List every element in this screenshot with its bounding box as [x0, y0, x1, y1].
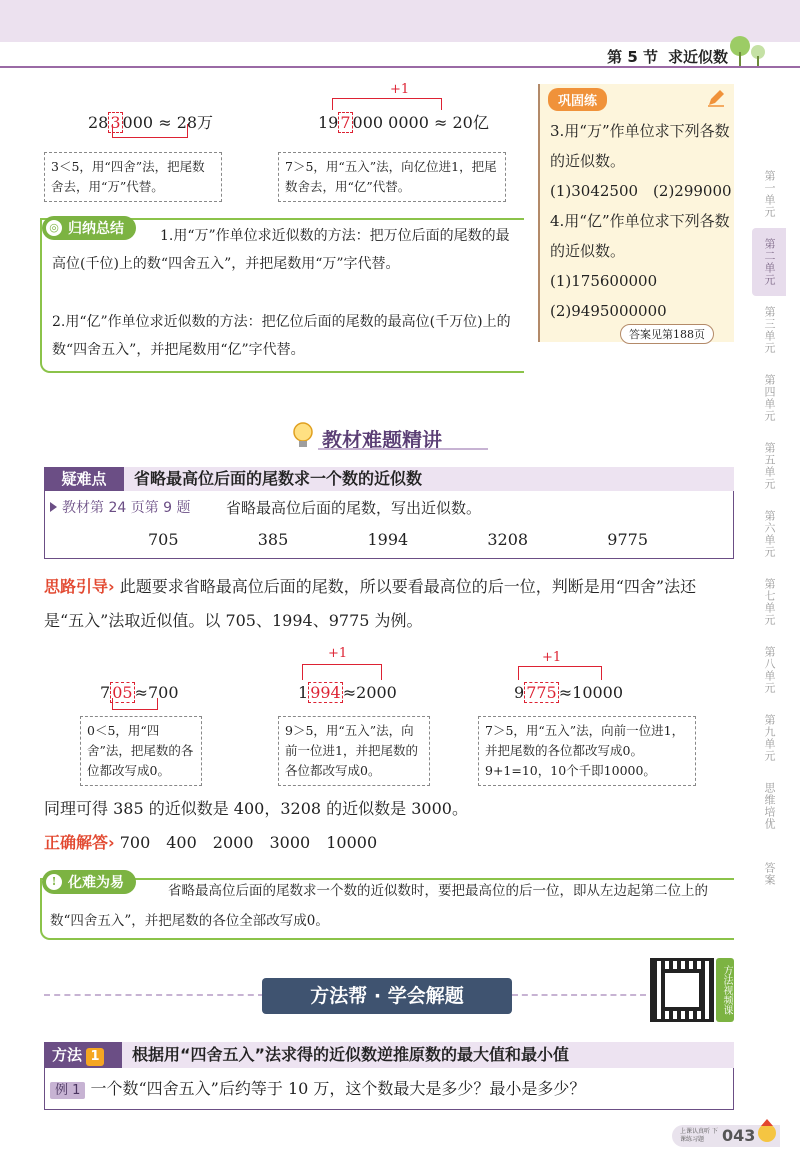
same-method-text: 同理可得 385 的近似数是 400，3208 的近似数是 3000。 — [44, 799, 468, 818]
example-1-note: 3＜5，用“四舍”法，把尾数舍去，用“万”代替。 — [44, 152, 222, 202]
case-2-expression: 1 994 ≈2000 — [298, 683, 397, 702]
section-heading — [597, 46, 728, 67]
number-item: 3208 — [487, 530, 529, 549]
number-item: 705 — [148, 530, 179, 549]
correct-answers: 700 400 2000 3000 10000 — [119, 833, 378, 852]
hard-section-heading: 教材难题精讲 — [322, 428, 442, 452]
page-number: 043 — [722, 1126, 756, 1145]
case-2-arrow — [302, 664, 382, 680]
number-item: 1994 — [367, 530, 409, 549]
practice-question-4-item-1: (1)175600000 — [550, 272, 658, 290]
video-label[interactable]: 方法视频课 — [716, 958, 734, 1022]
practice-question-4-item-2: (2)9495000000 — [550, 302, 667, 320]
hint-paragraph: 思路引导› 此题要求省略最高位后面的尾数，所以要看最高位的后一位，判断是用“四舍”法还是“五入”法取近似值。以 705、1994、9775 为例。 — [44, 577, 697, 630]
example-2-note: 7＞5，用“五入”法，向亿位进1，把尾数舍去，用“亿”代替。 — [278, 152, 506, 202]
summary-tag: 归纳总结 — [42, 216, 136, 240]
tab-unit-3[interactable]: 第三单元 — [763, 306, 776, 354]
example-2-plus: +1 — [390, 82, 410, 97]
example-2-expression: 19 7 000 0000 ≈ 20亿 — [318, 113, 489, 132]
answer-reference[interactable]: 答案见第188页 — [620, 324, 714, 344]
method-label: 方法 1 — [44, 1042, 122, 1068]
method-rule-right — [512, 994, 646, 996]
method-number: 1 — [86, 1048, 104, 1066]
example-label: 例 1 — [50, 1082, 85, 1099]
case-3-arrow — [518, 666, 602, 680]
case-1-arrow — [112, 698, 158, 710]
case-2-note: 9＞5，用“五入”法，向前一位进1，并把尾数的各位都改写成0。 — [278, 716, 430, 786]
case-3-note: 7＞5，用“五入”法，向前一位进1，并把尾数的各位都改写成0。9+1=10，10个千即10000。 — [478, 716, 696, 786]
textbook-source: 教材第 24 页第 9 题 — [62, 500, 191, 516]
tab-unit-1[interactable]: 第一单元 — [763, 170, 776, 218]
case-1-expression: 7 05 ≈700 — [100, 683, 179, 702]
heading-underline — [318, 448, 488, 450]
practice-question-4: 4.用“亿”作单位求下列各数的近似数。 — [550, 212, 730, 260]
case-3-plus: +1 — [542, 650, 562, 665]
example-2-arrow — [332, 98, 442, 110]
number-item: 385 — [257, 530, 289, 549]
tab-unit-4[interactable]: 第四单元 — [763, 374, 776, 422]
method-rule-left — [44, 994, 264, 996]
number-item: 9775 — [607, 530, 648, 549]
tab-answers[interactable]: 答案 — [763, 862, 776, 886]
practice-question-3-items: (1)3042500 (2)299000 — [550, 182, 732, 200]
target-icon: ◎ — [44, 218, 64, 238]
problem-instruction: 省略最高位后面的尾数，写出近似数。 — [226, 499, 482, 517]
top-band — [0, 0, 800, 42]
tab-unit-2[interactable]: 第二单元 — [752, 228, 786, 296]
example-1-expression: 28 3 000 ≈ 28万 — [88, 113, 214, 132]
correct-answer-label: 正确解答 — [44, 833, 109, 852]
difficulty-title: 省略最高位后面的尾数求一个数的近似数 — [134, 469, 423, 488]
section-number: 第 5 节 — [607, 48, 658, 66]
hint-text: 此题要求省略最高位后面的尾数，所以要看最高位的后一位，判断是用“四舍”法还是“五入”法取近似值。以 705、1994、9775 为例。 — [44, 577, 697, 630]
practice-question-3: 3.用“万”作单位求下列各数的近似数。 — [550, 122, 730, 170]
tab-unit-7[interactable]: 第七单元 — [763, 578, 776, 626]
method-title: 根据用“四舍五入”法求得的近似数逆推原数的最大值和最小值 — [132, 1045, 570, 1064]
hint-label: 思路引导 — [44, 577, 109, 596]
easy-text: 省略最高位后面的尾数求一个数的近似数时，要把最高位的后一位，即从左边起第二位上的数“四舍五入”，并把尾数的各位全部改写成0。 — [50, 883, 708, 929]
case-3-expression: 9 775 ≈10000 — [514, 683, 624, 702]
mascot-icon — [756, 1118, 778, 1144]
difficulty-label: 疑难点 — [44, 467, 124, 491]
practice-tag: 巩固练 — [548, 88, 607, 111]
case-1-note: 0＜5，用“四舍”法，把尾数的各位都改写成0。 — [80, 716, 202, 786]
practice-panel — [538, 84, 734, 342]
pencil-icon — [706, 88, 726, 108]
tab-unit-6[interactable]: 第六单元 — [763, 510, 776, 558]
unit-tabs — [752, 160, 786, 908]
easy-tag: 化难为易 — [42, 870, 136, 894]
problem-numbers — [148, 530, 648, 549]
example-text: 一个数“四舍五入”后约等于 10 万，这个数最大是多少？最小是多少？ — [90, 1079, 586, 1098]
tree-icon — [728, 34, 768, 70]
tab-thinking[interactable]: 思维培优 — [763, 782, 776, 830]
tab-unit-9[interactable]: 第九单元 — [763, 714, 776, 762]
summary-point-1: 1.用“万”作单位求近似数的方法：把万位后面的尾数的最高位(千位)上的数“四舍五入”，并把尾数用“万”字代替。 — [52, 228, 510, 272]
method-banner: 方法帮 · 学会解题 — [262, 978, 512, 1014]
footer-slogan: 上课认真听 下课练习题 — [680, 1128, 718, 1143]
source-arrow-icon — [50, 502, 57, 512]
tab-unit-5[interactable]: 第五单元 — [763, 442, 776, 490]
case-2-plus: +1 — [328, 646, 348, 661]
section-title: 求近似数 — [667, 48, 728, 66]
summary-point-2: 2.用“亿”作单位求近似数的方法：把亿位后面的尾数的最高位(千万位)上的数“四舍五入”，并把尾数用“亿”字代替。 — [52, 314, 511, 358]
tab-unit-8[interactable]: 第八单元 — [763, 646, 776, 694]
example-line — [50, 1076, 585, 1099]
correct-answer-line: 正确解答› 700 400 2000 3000 10000 — [44, 833, 378, 852]
lightbulb-icon — [290, 420, 316, 450]
example-1-arrow — [112, 124, 188, 138]
qr-code[interactable] — [650, 958, 714, 1022]
exclamation-icon: ! — [44, 872, 64, 892]
